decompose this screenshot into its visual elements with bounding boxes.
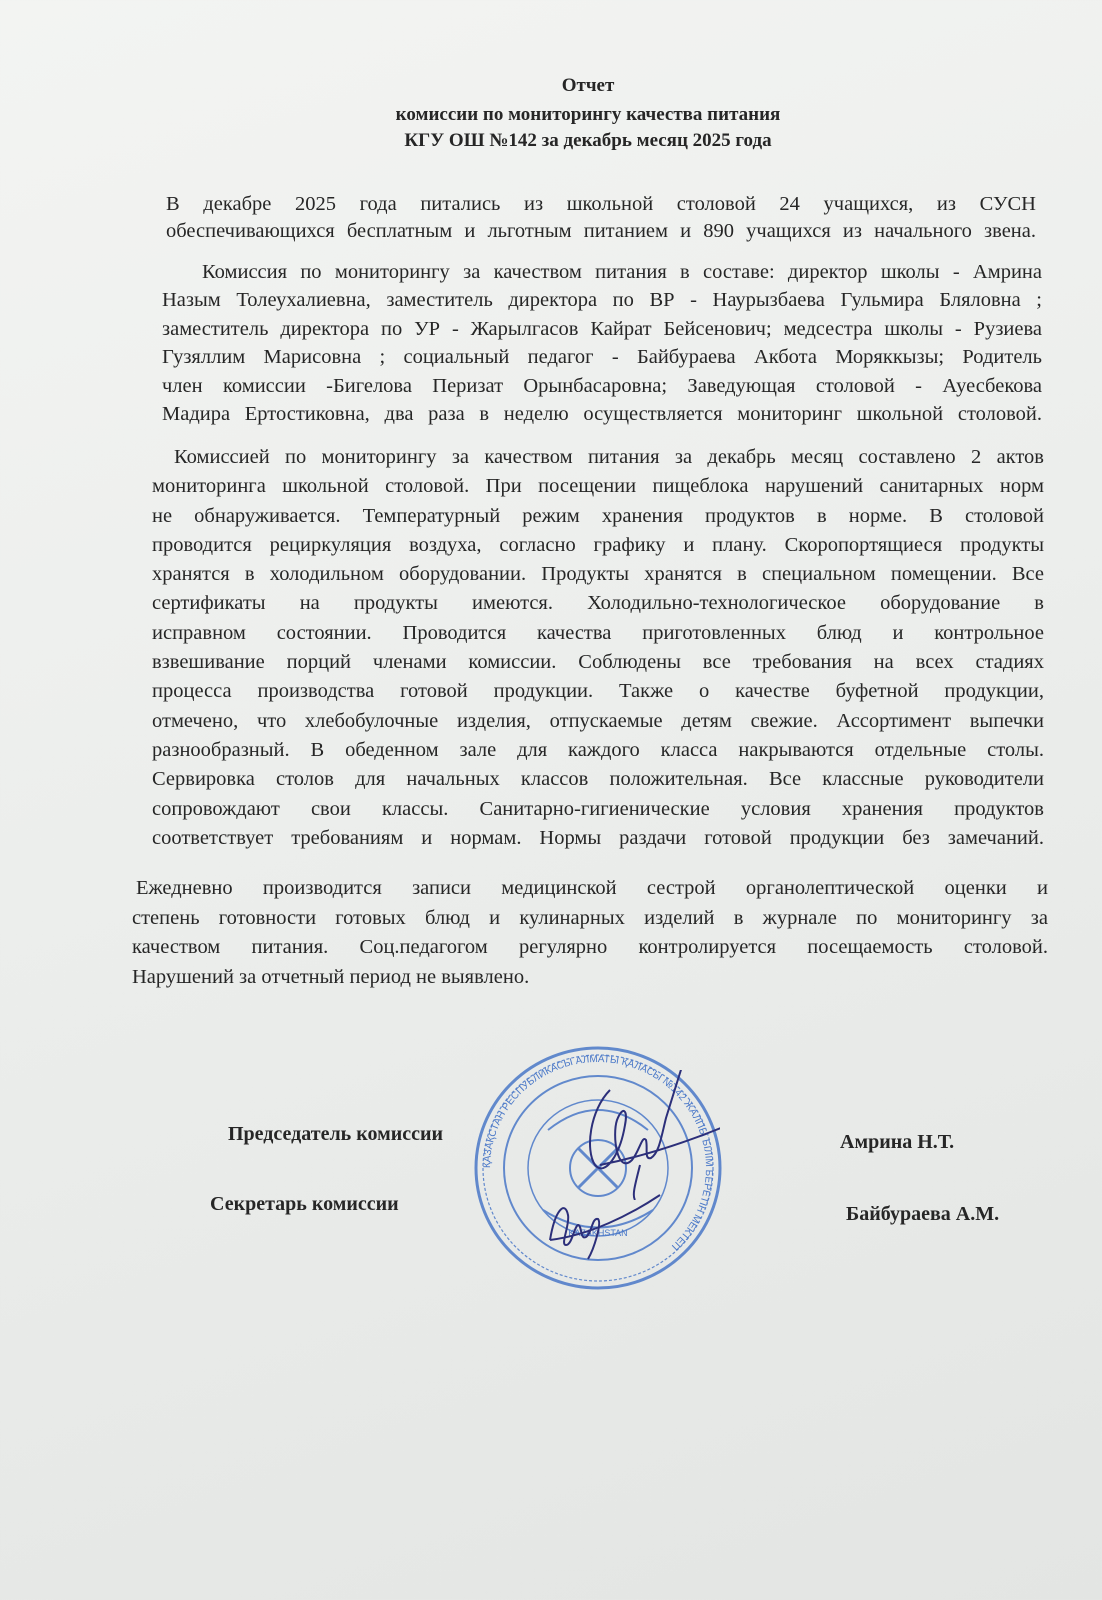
text-line: Мадира Ертостиковна, два раза в неделю осуществляется мониторинг школьной столовой. — [162, 403, 1042, 426]
stamp-inner-text: KAZAKHSTAN — [568, 1228, 628, 1238]
text-line: мониторинга школьной столовой. При посещении пищеблока нарушений санитарных норм — [152, 475, 1044, 498]
text-line: сопровождают свои классы. Санитарно-гигиенические условия хранения продуктов — [152, 797, 1044, 820]
text-line: заместитель директора по УР - Жарылгасов Кайрат Бейсенович; медсестра школы - Рузиева — [162, 317, 1042, 340]
title-line-3: КГУ ОШ №142 за декабрь месяц 2025 года — [404, 130, 772, 151]
paragraph-2 — [162, 258, 1042, 428]
text-line: взвешивание порций членами комиссии. Соблюдены все требования на всех стадиях — [152, 651, 1044, 674]
text-line: хранятся в холодильном оборудовании. Продукты хранятся в специальном помещении. Все — [152, 563, 1044, 586]
text-line: процесса производства готовой продукции. Также о качестве буфетной продукции, — [152, 680, 1044, 703]
text-line: исправном состоянии. Проводится качества приготовленных блюд и контрольное — [152, 621, 1044, 644]
chairman-name: Амрина Н.Т. — [840, 1131, 955, 1153]
text-line: В декабре 2025 года питались из школьной столовой 24 учащихся, из СУСН — [166, 193, 1036, 215]
text-line: обеспечивающихся бесплатным и льготным питанием и 890 учащихся из начального звена. — [166, 220, 1036, 242]
document-title — [0, 74, 1102, 153]
text-line: Нарушений за отчетный период не выявлено. — [132, 965, 530, 988]
title-line-1: Отчет — [561, 75, 615, 96]
secretary-label: Секретарь комиссии — [210, 1193, 399, 1215]
text-line: Комиссией по мониторингу за качеством питания за декабрь месяц составлено 2 актов — [174, 446, 1044, 468]
text-line: не обнаруживается. Температурный режим хранения продуктов в норме. В столовой — [152, 504, 1044, 527]
text-line: Гузяллим Марисовна ; социальный педагог - Байбураева Акбота Моряккызы; Родитель — [162, 346, 1042, 369]
text-line: Сервировка столов для начальных классов положительная. Все классные руководители — [152, 768, 1044, 791]
secretary-name: Байбураева А.М. — [846, 1203, 1000, 1225]
text-line: проводится рециркуляция воздуха, согласно графику и плану. Скоропортящиеся продукты — [152, 533, 1044, 556]
text-line: Ежедневно производится записи медицинской сестрой органолептической оценки и — [136, 877, 1048, 899]
text-line: Назым Толеухалиевна, заместитель директора по ВР - Наурызбаева Гульмира Бляловна ; — [162, 289, 1042, 312]
text-line: степень готовности готовых блюд и кулинарных изделий в журнале по мониторингу за — [132, 906, 1048, 929]
title-line-2: комиссии по мониторингу качества питания — [395, 104, 781, 125]
chairman-label: Председатель комиссии — [228, 1123, 444, 1145]
text-line: сертификаты на продукты имеются. Холодильно-технологическое оборудование в — [152, 592, 1044, 615]
paragraph-3 — [152, 443, 1044, 853]
text-line: качеством питания. Соц.педагогом регулярно контролируется посещаемость столовой. — [132, 936, 1048, 958]
paragraph-4 — [132, 874, 1048, 992]
text-line: разнообразный. В обеденном зале для каждого класса накрываются отдельные столы. — [152, 738, 1044, 761]
secretary-signature — [520, 1180, 670, 1270]
paragraph-1 — [166, 191, 1036, 245]
text-line: соответствует требованиям и нормам. Нормы раздачи готовой продукции без замечаний. — [152, 826, 1044, 849]
text-line: член комиссии -Бигелова Перизат Орынбасаровна; Заведующая столовой - Ауесбекова — [162, 374, 1042, 397]
text-line: отмечено, что хлебобулочные изделия, отпускаемые детям свежие. Ассортимент выпечки — [152, 709, 1044, 732]
stamp-outer-text: ҚАЗАҚСТАН РЕСПУБЛИКАСЫ АЛМАТЫ ҚАЛАСЫ №142 ЖАЛПЫ БІЛІМ БЕРЕТІН МЕКТЕП — [481, 1053, 715, 1252]
text-line: Комиссия по мониторингу за качеством питания в составе: директор школы - Амрина — [202, 261, 1042, 283]
